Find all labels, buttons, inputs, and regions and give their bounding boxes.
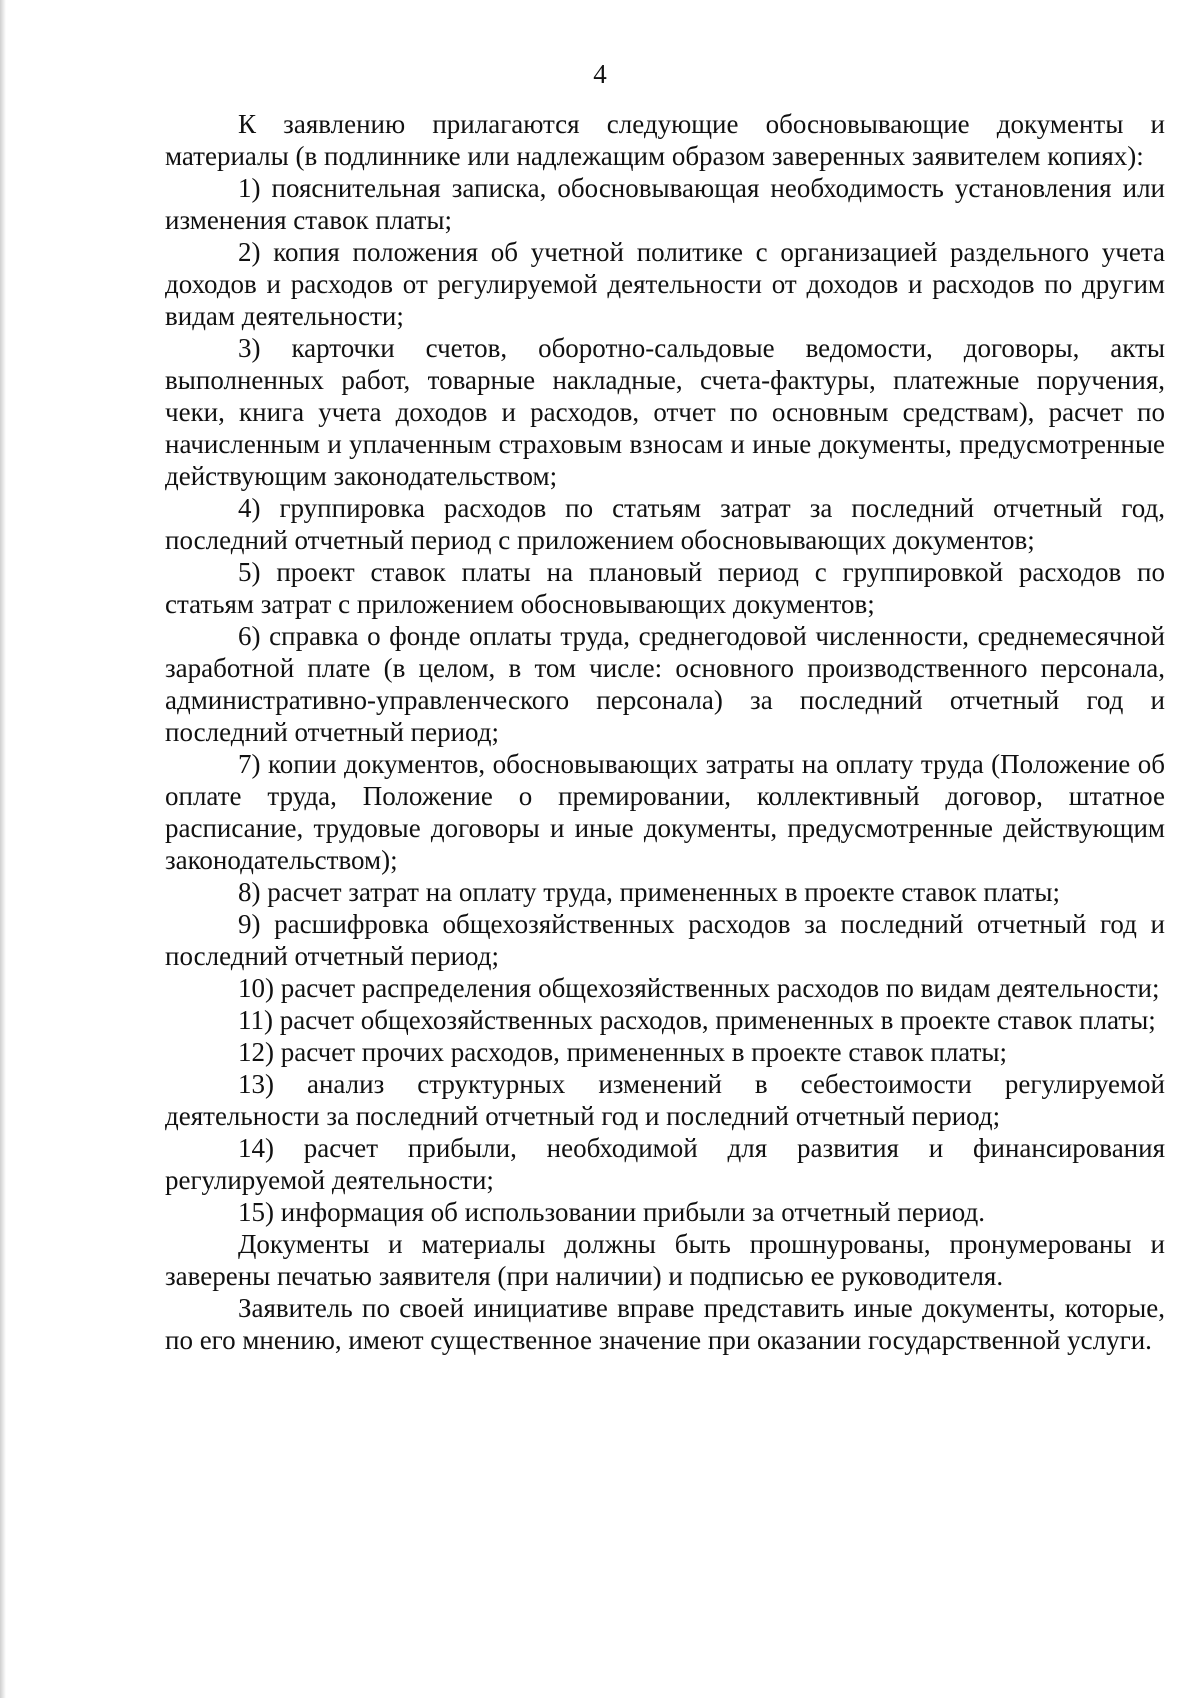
list-item-11: 11) расчет общехозяйственных расходов, примененных в проекте ставок платы; — [238, 1005, 1156, 1035]
list-item-7: 7) копии документов, обосновывающих затраты на оплату труда (Положение об оплате труда, Положение о премировании, коллективный договор, штатное расписание, трудовые договоры и иные документы, предусмотренные действующим законодательством); — [165, 749, 1165, 875]
list-item-3: 3) карточки счетов, оборотно-сальдовые ведомости, договоры, акты выполненных работ, товарные накладные, счета-фактуры, платежные поручения, чеки, книга учета доходов и расходов, отчет по основным средствам), расчет по начисленным и уплаченным страховым взносам и иные документы, предусмотренные действующим законодательством; — [165, 333, 1165, 491]
list-item-8: 8) расчет затрат на оплату труда, примененных в проекте ставок платы; — [238, 877, 1060, 907]
list-item-15: 15) информация об использовании прибыли за отчетный период. — [238, 1197, 985, 1227]
additional-documents-paragraph: Заявитель по своей инициативе вправе представить иные документы, которые, по его мнению, имеют существенное значение при оказании государственной услуги. — [165, 1293, 1165, 1355]
list-item-9: 9) расшифровка общехозяйственных расходов за последний отчетный год и последний отчетный период; — [165, 909, 1165, 971]
list-item-4: 4) группировка расходов по статьям затрат за последний отчетный год, последний отчетный период с приложением обосновывающих документов; — [165, 493, 1165, 555]
list-item-10: 10) расчет распределения общехозяйственных расходов по видам деятельности; — [238, 973, 1160, 1003]
list-item-2: 2) копия положения об учетной политике с организацией раздельного учета доходов и расходов от регулируемой деятельности от доходов и расходов по другим видам деятельности; — [165, 237, 1165, 331]
intro-paragraph: К заявлению прилагаются следующие обосновывающие документы и материалы (в подлиннике или надлежащим образом заверенных заявителем копиях): — [165, 109, 1165, 171]
list-item-12: 12) расчет прочих расходов, примененных в проекте ставок платы; — [238, 1037, 1008, 1067]
list-item-13: 13) анализ структурных изменений в себестоимости регулируемой деятельности за последний отчетный год и последний отчетный период; — [165, 1069, 1165, 1131]
list-item-14: 14) расчет прибыли, необходимой для развития и финансирования регулируемой деятельности; — [165, 1133, 1165, 1195]
scan-edge-shadow — [0, 0, 6, 1698]
list-item-5: 5) проект ставок платы на плановый период с группировкой расходов по статьям затрат с приложением обосновывающих документов; — [165, 557, 1165, 619]
page-number: 4 — [593, 59, 607, 89]
binding-requirements-paragraph: Документы и материалы должны быть прошнурованы, пронумерованы и заверены печатью заявителя (при наличии) и подписью ее руководителя. — [165, 1229, 1165, 1291]
list-item-1: 1) пояснительная записка, обосновывающая необходимость установления или изменения ставок платы; — [165, 173, 1165, 235]
document-body — [165, 108, 1165, 1356]
list-item-6: 6) справка о фонде оплаты труда, среднегодовой численности, среднемесячной заработной плате (в целом, в том числе: основного производственного персонала, административно-управленческого персонала) за последний отчетный год и последний отчетный период; — [165, 621, 1165, 747]
